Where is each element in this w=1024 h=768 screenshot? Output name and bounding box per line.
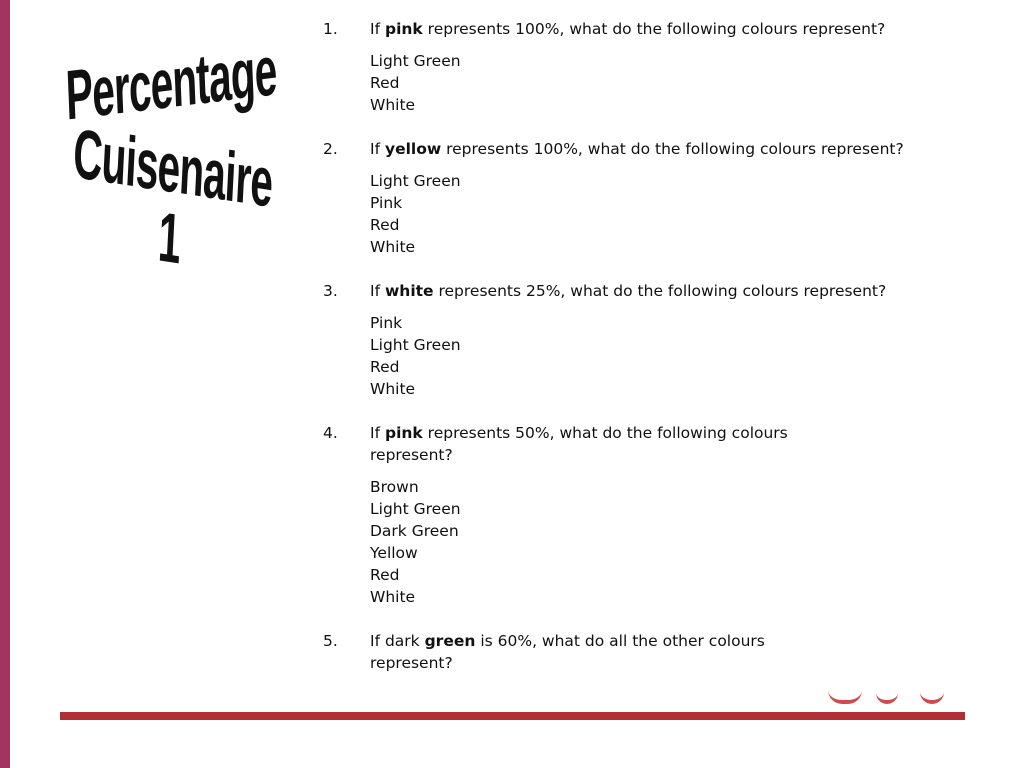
page-title [36, 32, 306, 280]
option-list [370, 50, 973, 116]
decorative-mark [876, 690, 898, 704]
option-item: Pink [370, 194, 403, 212]
question-4 [323, 422, 973, 608]
question-text: If white represents 25%, what do the following colours represent? [370, 282, 887, 300]
title-line-1: Percentage [64, 32, 278, 136]
question-text: If pink represents 50%, what do the following colours represent? [370, 424, 788, 464]
option-item: White [370, 588, 416, 606]
question-number: 1. [323, 20, 338, 38]
question-2 [323, 138, 973, 258]
option-item: Yellow [370, 544, 418, 562]
question-text: If dark green is 60%, what do all the other colours represent? [370, 632, 765, 672]
option-item: Light Green [370, 172, 461, 190]
bottom-divider [60, 712, 965, 720]
decorative-mark [828, 690, 862, 704]
option-item: Red [370, 216, 400, 234]
option-item: Light Green [370, 52, 461, 70]
option-item: White [370, 380, 416, 398]
question-list [323, 18, 973, 674]
decorative-mark [920, 690, 944, 704]
question-1 [323, 18, 973, 116]
option-list [370, 312, 973, 400]
option-item: White [370, 96, 416, 114]
option-item: Pink [370, 314, 403, 332]
option-item: Red [370, 358, 400, 376]
option-list [370, 476, 973, 608]
question-number: 3. [323, 282, 338, 300]
option-item: Red [370, 566, 400, 584]
question-number: 5. [323, 632, 338, 650]
option-item: White [370, 238, 416, 256]
question-text: If pink represents 100%, what do the following colours represent? [370, 20, 886, 38]
option-item: Light Green [370, 336, 461, 354]
option-item: Dark Green [370, 522, 459, 540]
question-number: 4. [323, 424, 338, 442]
option-item: Light Green [370, 500, 461, 518]
title-line-2: Cuisenaire 1 [71, 114, 275, 280]
option-item: Red [370, 74, 400, 92]
question-3 [323, 280, 973, 400]
option-list [370, 170, 973, 258]
question-5 [323, 630, 973, 674]
option-item: Brown [370, 478, 419, 496]
left-accent-bar [0, 0, 10, 768]
question-number: 2. [323, 140, 338, 158]
question-text: If yellow represents 100%, what do the following colours represent? [370, 140, 904, 158]
